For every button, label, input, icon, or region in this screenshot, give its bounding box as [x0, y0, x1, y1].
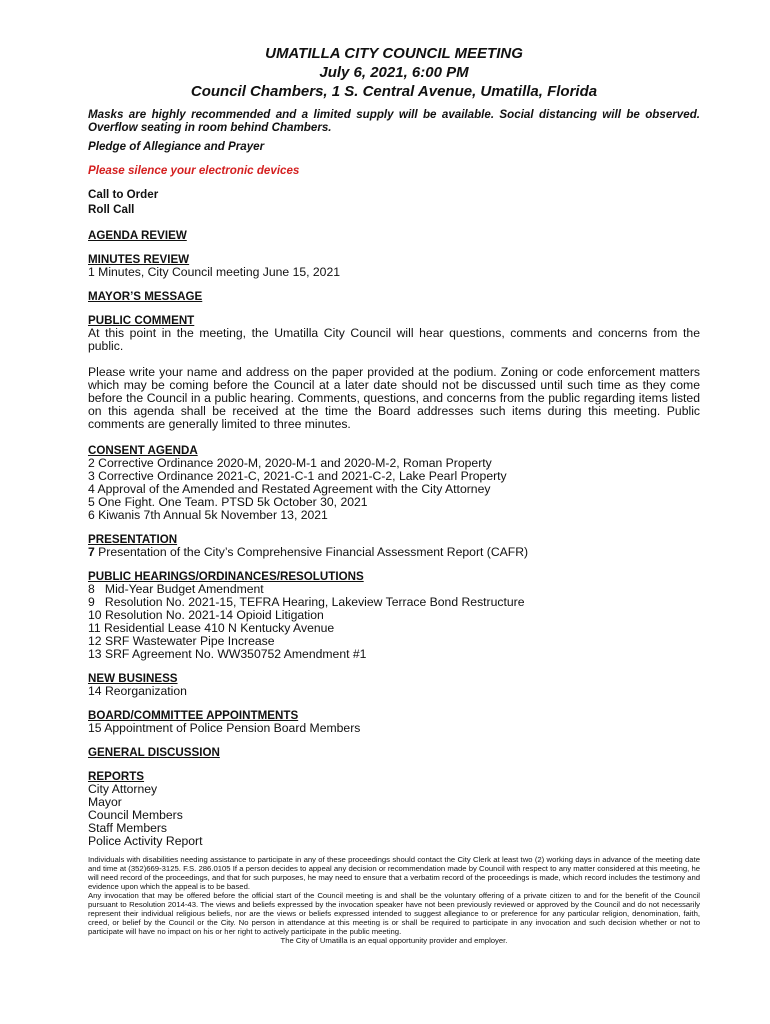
call-block [88, 187, 700, 217]
agenda-item: 14 Reorganization [88, 684, 187, 698]
section-consent-agenda [88, 444, 700, 522]
agenda-item: 5 One Fight. One Team. PTSD 5k October 30, 2021 [88, 495, 368, 509]
section-minutes-review [88, 253, 700, 279]
footer-notices [88, 855, 700, 945]
pledge-line: Pledge of Allegiance and Prayer [88, 140, 265, 153]
disability-notice: Individuals with disabilities needing assistance to participate in any of these proceedings should contact the City Clerk at least two (2) working days in advance of the meeting date and time at (352)669-3125. F.S. 286.0105 If a person decides to appeal any decision or recommendation made by Council with respect to any matter considered at this meeting, he will need record of the proceedings, and that for such purposes, he may need to ensure that a verbatim record of the proceedings is made, which record includes the testimony and evidence upon which the appeal is to be based. [88, 855, 700, 891]
section-heading: GENERAL DISCUSSION [88, 746, 220, 759]
agenda-item: 6 Kiwanis 7th Annual 5k November 13, 2021 [88, 508, 328, 522]
public-comment-rules: Please write your name and address on the paper provided at the podium. Zoning or code enforcement matters which may be coming before the Council at a later date should not be discussed until such time as they come before the Council in a public hearing. Comments, questions, and concerns from the public regarding items listed on this agenda shall be received at the time the Board addresses such items during this meeting. Public comments are generally limited to three minutes. [88, 365, 700, 431]
meeting-location: Council Chambers, 1 S. Central Avenue, Umatilla, Florida [190, 83, 598, 100]
section-heading: PUBLIC COMMENT [88, 314, 195, 327]
section-heading: PRESENTATION [88, 533, 178, 546]
section-presentation [88, 533, 700, 559]
section-new-business [88, 672, 700, 698]
agenda-item: 12 SRF Wastewater Pipe Increase [88, 634, 275, 648]
section-board-appointments [88, 709, 700, 735]
agenda-item: 13 SRF Agreement No. WW350752 Amendment #1 [88, 647, 367, 661]
section-agenda-review [88, 229, 700, 242]
section-heading: CONSENT AGENDA [88, 444, 198, 457]
roll-call: Roll Call [88, 203, 135, 216]
agenda-item [88, 546, 700, 559]
meeting-title: UMATILLA CITY COUNCIL MEETING [265, 45, 523, 62]
section-heading: BOARD/COMMITTEE APPOINTMENTS [88, 709, 299, 722]
call-to-order: Call to Order [88, 188, 159, 201]
section-public-hearings [88, 570, 700, 661]
agenda-item: 10 Resolution No. 2021-14 Opioid Litigation [88, 608, 324, 622]
section-heading: MINUTES REVIEW [88, 253, 190, 266]
report-item: City Attorney [88, 782, 158, 796]
section-public-comment [88, 314, 700, 431]
agenda-content [88, 44, 700, 945]
document-title [88, 44, 700, 101]
equal-opportunity-notice: The City of Umatilla is an equal opportunity provider and employer. [280, 936, 508, 945]
item-text: Presentation of the City’s Comprehensive Financial Assessment Report (CAFR) [94, 545, 529, 559]
agenda-item: 9 Resolution No. 2021-15, TEFRA Hearing, Lakeview Terrace Bond Restructure [88, 595, 525, 609]
agenda-item: 8 Mid-Year Budget Amendment [88, 582, 264, 596]
section-heading: REPORTS [88, 770, 145, 783]
agenda-item: 3 Corrective Ordinance 2021-C, 2021-C-1 and 2021-C-2, Lake Pearl Property [88, 469, 507, 483]
agenda-item: 4 Approval of the Amended and Restated Agreement with the City Attorney [88, 482, 491, 496]
silence-devices-notice: Please silence your electronic devices [88, 164, 300, 177]
section-heading: MAYOR’S MESSAGE [88, 290, 203, 303]
section-general-discussion [88, 746, 700, 759]
meeting-date: July 6, 2021, 6:00 PM [319, 64, 469, 81]
invocation-notice: Any invocation that may be offered before the official start of the Council meeting is and shall be the voluntary offering of a private citizen to and for the benefit of the Council pursuant to Resolution 2014-43. The views and beliefs expressed by the invocation speaker have not been previously reviewed or approved by the Council and do not necessarily represent their individual religious beliefs, nor are the views or beliefs expressed intended to suggest allegiance to or preference for any particular religion, denomination, faith, creed, or belief by the Council or the City. No person in attendance at this meeting is or shall be required to participate in any invocation and such decision whether or not to participate will have no impact on his or her right to actively participate in the public meeting. [88, 891, 700, 936]
public-comment-intro: At this point in the meeting, the Umatilla City Council will hear questions, comments and concerns from the public. [88, 326, 700, 353]
section-heading: NEW BUSINESS [88, 672, 178, 685]
item-number: 7 [88, 545, 95, 559]
section-mayors-message [88, 290, 700, 303]
agenda-item: 11 Residential Lease 410 N Kentucky Avenue [88, 621, 335, 635]
report-item: Staff Members [88, 821, 168, 835]
mask-notice: Masks are highly recommended and a limited supply will be available. Social distancing will be observed. Overflow seating in room behind Chambers. [88, 108, 700, 134]
section-heading: AGENDA REVIEW [88, 229, 187, 242]
agenda-item: 2 Corrective Ordinance 2020-M, 2020-M-1 and 2020-M-2, Roman Property [88, 456, 492, 470]
section-heading: PUBLIC HEARINGS/ORDINANCES/RESOLUTIONS [88, 570, 364, 583]
section-reports [88, 770, 700, 848]
report-item: Mayor [88, 795, 122, 809]
report-item: Council Members [88, 808, 183, 822]
agenda-item: 15 Appointment of Police Pension Board Members [88, 721, 361, 735]
agenda-item: 1 Minutes, City Council meeting June 15, 2021 [88, 265, 341, 279]
report-item: Police Activity Report [88, 834, 203, 848]
